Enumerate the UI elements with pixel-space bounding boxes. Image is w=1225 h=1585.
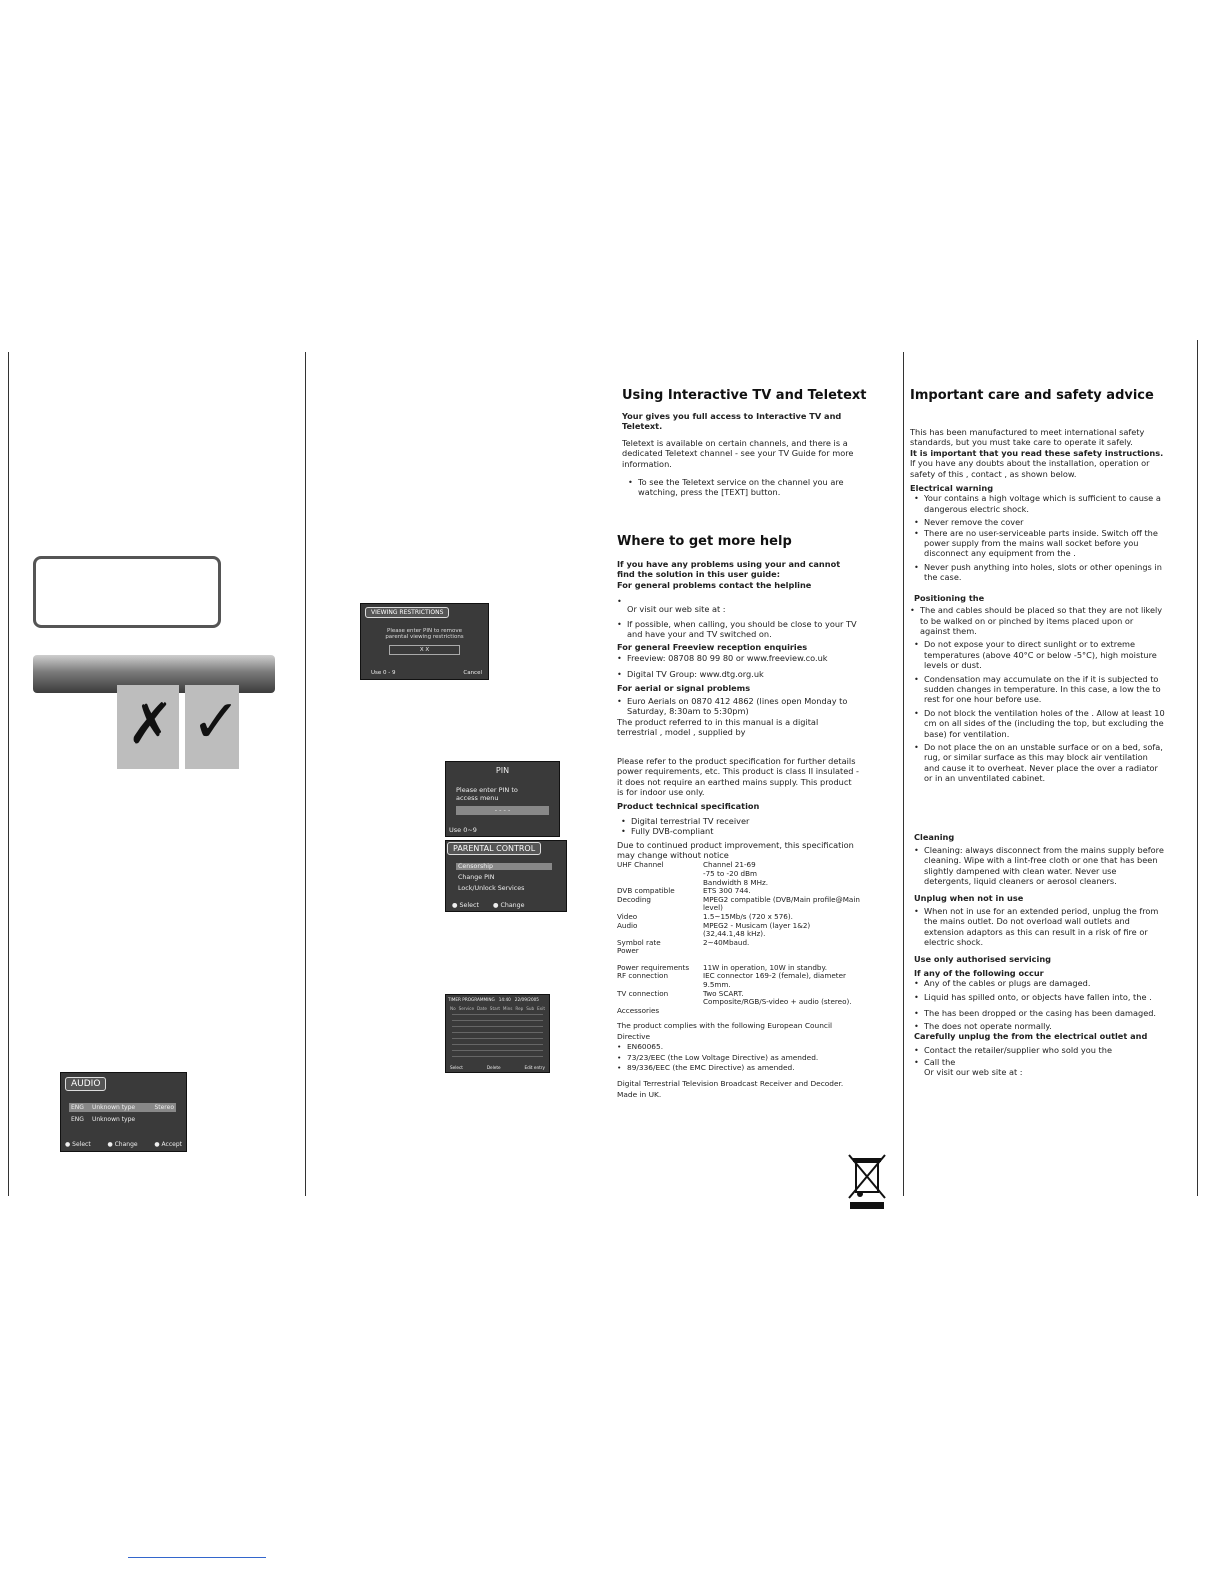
occur-1: • Any of the cables or plugs are damaged. — [914, 978, 1165, 988]
help-general: For general problems contact the helpline — [617, 579, 812, 590]
electrical-heading: Electrical warning — [910, 483, 994, 494]
spec-row — [617, 939, 860, 948]
unplug-heading: Unplug when not in use — [914, 892, 1024, 903]
directive-1: • EN60065. — [617, 1042, 860, 1052]
change-hint: ● Change — [492, 902, 525, 909]
safety-intro-2: If you have any doubts about the installation, operation or safety of this , contact , as shown below. — [910, 458, 1150, 479]
help-section — [617, 534, 860, 1100]
positioning-2: • Do not expose your to direct sunlight or to extreme temperatures (above 40°C or below -5°C), high moisture levels or dust. — [914, 639, 1165, 670]
select-hint: ● Select — [452, 902, 479, 909]
pin-input[interactable]: - - - - — [456, 806, 549, 815]
column-divider — [8, 352, 9, 1196]
spec-value: (32,44.1,48 kHz). — [703, 929, 766, 939]
parental-footer — [452, 902, 525, 909]
pin-field[interactable]: X X — [389, 645, 460, 655]
spec-key: Power — [617, 946, 639, 956]
help-aerial-head: For aerial or signal problems — [617, 682, 751, 693]
servicing-heading: Use only authorised servicing — [914, 953, 1052, 964]
spec-key: Audio — [617, 920, 638, 930]
contact-3: Or visit our web site at : — [924, 1067, 1023, 1078]
help-heading: Where to get more help — [617, 534, 792, 549]
positioning-3: • Condensation may accumulate on the if it is subjected to sudden changes in temperature. In this case, a low the to rest for one hour before use. — [914, 674, 1165, 705]
accept-hint: ● Accept — [154, 1141, 182, 1148]
help-possible: • If possible, when calling, you should be close to your TV and have your and TV switched on. — [617, 619, 860, 640]
interactive-heading: Using Interactive TV and Teletext — [622, 388, 867, 403]
spec-row — [617, 1007, 860, 1016]
occur-3: • The has been dropped or the casing has been damaged. — [914, 1008, 1165, 1018]
set-top-box-illustration — [33, 655, 275, 770]
menu-item-lock-unlock[interactable]: Lock/Unlock Services — [458, 885, 525, 892]
use-hint: Use 0 - 9 — [371, 670, 396, 676]
spec-key: Symbol rate — [617, 937, 661, 947]
positioning-4: • Do not block the ventilation holes of the . Allow at least 10 cm on all sides of the (including the top, but excluding the base) for ventilation. — [914, 708, 1165, 739]
safety-intro-bold: It is important that you read these safety instructions. — [910, 447, 1164, 458]
directive-3: • 89/336/EEC (the EMC Directive) as amended. — [617, 1063, 860, 1073]
blank-panel — [33, 556, 221, 628]
spec-key: Video — [617, 911, 638, 921]
spec-heading: Product technical specification — [617, 801, 760, 812]
spec-key — [617, 870, 703, 879]
spec-row — [617, 896, 860, 913]
spec-table-2 — [617, 964, 860, 1016]
contact-2: • Call the — [914, 1057, 1165, 1067]
positioning-5: • Do not place the on an unstable surface or on a bed, sofa, rug, or similar surface as this may block air ventilation and cause it to overheat. Never place the over a radiator or in an unventilated cabinet. — [914, 742, 1165, 784]
viewing-message: Please enter PIN to remove parental viewing restrictions — [385, 628, 464, 640]
change-hint: ● Change — [107, 1141, 138, 1148]
interactive-lead: Your gives you full access to Interactive TV and Teletext. — [622, 411, 842, 432]
electrical-4: • Never push anything into holes, slots or other openings in the case. — [914, 562, 1165, 583]
spec-key: Decoding — [617, 894, 651, 904]
pin-use-hint: Use 0~9 — [449, 826, 477, 834]
spec-value: Bandwidth 8 MHz. — [703, 877, 769, 887]
electrical-3: • There are no user-serviceable parts inside. Switch off the power supply from the mains wall socket before you disconnect any equipment from the . — [914, 528, 1165, 559]
spec-key: DVB compatible — [617, 886, 675, 896]
pin-message: Please enter PIN to access menu — [456, 786, 518, 802]
spec-key: TV connection — [617, 988, 669, 998]
spec-bullet-2: • Fully DVB-compliant — [621, 826, 860, 836]
column-divider — [903, 352, 904, 1196]
check-icon: ✓ — [191, 687, 242, 757]
footer-line-1: Digital Terrestrial Television Broadcast Receiver and Decoder. — [617, 1079, 844, 1089]
spec-key: RF connection — [617, 971, 669, 981]
weee-bin-icon — [846, 1152, 888, 1210]
careful-unplug: Carefully unplug the from the electrical outlet and — [914, 1031, 1148, 1042]
audio-row[interactable]: ENG Unknown type — [71, 1116, 136, 1123]
help-freeview: • Freeview: 08708 80 99 80 or www.freeview.co.uk — [617, 653, 860, 663]
viewing-title: VIEWING RESTRICTIONS — [365, 607, 449, 618]
spec-note: Due to continued product improvement, this specification may change without notice — [617, 839, 854, 860]
cleaning-heading: Cleaning — [914, 831, 955, 842]
spec-row — [617, 947, 860, 956]
viewing-footer — [371, 670, 482, 676]
safety-intro: This has been manufactured to meet international safety standards, but you must take care to operate it safely. — [910, 427, 1145, 448]
positioning-1: • The and cables should be placed so that they are not likely to be walked on or pinched by items placed upon or against them. — [910, 605, 1165, 636]
help-web: • Or visit our web site at : — [617, 596, 860, 614]
spec-bullet-1: • Digital terrestrial TV receiver — [621, 816, 860, 826]
help-dtg: • Digital TV Group: www.dtg.org.uk — [617, 669, 860, 679]
select-hint: ● Select — [65, 1141, 91, 1148]
audio-row[interactable]: ENG Unknown type Stereo — [71, 1104, 174, 1111]
column-divider — [305, 352, 306, 1196]
spec-value: -75 to -20 dBm — [703, 868, 758, 878]
occur-2: • Liquid has spilled onto, or objects have fallen into, the . — [914, 992, 1165, 1002]
column-divider — [1197, 340, 1198, 1196]
audio-screen — [60, 1072, 187, 1152]
positioning-heading: Positioning the — [914, 592, 985, 603]
electrical-2: • Never remove the cover — [914, 517, 1165, 527]
underline-decoration — [128, 1557, 266, 1558]
menu-item-censorship[interactable]: Censorship — [456, 863, 552, 870]
spec-value: IEC connector 169-2 (female), diameter 9.5mm. — [703, 971, 846, 990]
cross-icon: ✗ — [127, 692, 174, 757]
spec-table — [617, 861, 860, 956]
audio-footer — [65, 1141, 182, 1148]
timer-columns: No Service Date Start Mins Rep Sub Exit — [450, 1006, 545, 1011]
occur-4: • The does not operate normally. — [914, 1021, 1165, 1031]
unplug-1: • When not in use for an extended period, unplug the from the mains outlet. Do not overload wall outlets and extension adaptors as this can result in a risk of fire or electric shock. — [914, 906, 1165, 948]
spec-value: ETS 300 744. — [703, 886, 751, 896]
complies-text: The product complies with the following European Council Directive — [617, 1021, 833, 1041]
cancel-button[interactable]: Cancel — [463, 670, 482, 676]
help-product-ref: The product referred to in this manual is a digital terrestrial , model , supplied by — [617, 716, 819, 738]
spec-value: 1.5~15Mb/s (720 x 576). — [703, 911, 793, 921]
safety-heading: Important care and safety advice — [910, 388, 1154, 403]
interactive-section — [622, 388, 867, 498]
spec-key: UHF Channel — [617, 860, 664, 870]
contact-1: • Contact the retailer/supplier who sold you the — [914, 1045, 1165, 1055]
menu-item-change-pin[interactable]: Change PIN — [458, 874, 495, 881]
help-euro: • Euro Aerials on 0870 412 4862 (lines open Monday to Saturday, 8:30am to 5:30pm) — [617, 696, 860, 717]
wrong-card — [117, 685, 179, 769]
correct-card — [185, 685, 242, 769]
timer-header: TIMER PROGRAMMING 14:40 22/09/2005 — [448, 997, 539, 1002]
pin-screen — [445, 761, 560, 837]
viewing-restrictions-screen — [360, 603, 489, 680]
spec-value: MPEG2 - Musicam (layer 1&2) — [703, 920, 811, 930]
parental-title: PARENTAL CONTROL — [447, 842, 541, 855]
safety-section — [910, 388, 1165, 1078]
spec-value: 2~40Mbaud. — [703, 937, 750, 947]
interactive-bullet: • To see the Teletext service on the channel you are watching, press the [TEXT] button. — [628, 477, 867, 498]
pin-title: PIN — [495, 766, 510, 775]
spec-value: MPEG2 compatible (DVB/Main profile@Main level) — [703, 894, 860, 913]
help-spec-refer: Please refer to the product specification for further details power requirements, etc. This product is class II insulated - it does not require an earthed mains supply. This product is for indoor use only. — [617, 755, 859, 797]
help-freeview-head: For general Freeview reception enquiries — [617, 642, 808, 653]
audio-title: AUDIO — [65, 1077, 106, 1091]
help-lead: If you have any problems using your and cannot find the solution in this user guide: — [617, 559, 841, 580]
spec-value: Composite/RGB/S-video + audio (stereo). — [703, 997, 852, 1007]
interactive-para: Teletext is available on certain channels, and there is a dedicated Teletext channel - see your TV Guide for more information. — [622, 437, 854, 469]
timer-footer: Select Delete Edit entry — [450, 1065, 545, 1070]
electrical-1: • Your contains a high voltage which is sufficient to cause a dangerous electric shock. — [914, 493, 1165, 514]
parental-control-screen — [445, 840, 567, 912]
directive-2: • 73/23/EEC (the Low Voltage Directive) as amended. — [617, 1053, 860, 1063]
cleaning-1: • Cleaning: always disconnect from the mains supply before cleaning. Wipe with a lint-free cloth or one that has been slightly dampened with clean water. Never use detergents, liquid cleaners or aerosol cleaners. — [914, 845, 1165, 887]
spec-key: Power requirements — [617, 962, 690, 972]
timer-programming-screen — [445, 994, 550, 1073]
spec-row — [617, 972, 860, 989]
spec-value: Two SCART. — [703, 988, 744, 998]
spec-value: 11W in operation, 10W in standby. — [703, 962, 827, 972]
footer-line-2: Made in UK. — [617, 1089, 662, 1099]
spec-key: Accessories — [617, 1005, 660, 1015]
occur-heading: If any of the following occur — [914, 968, 1044, 979]
spec-value: Channel 21-69 — [703, 860, 756, 870]
